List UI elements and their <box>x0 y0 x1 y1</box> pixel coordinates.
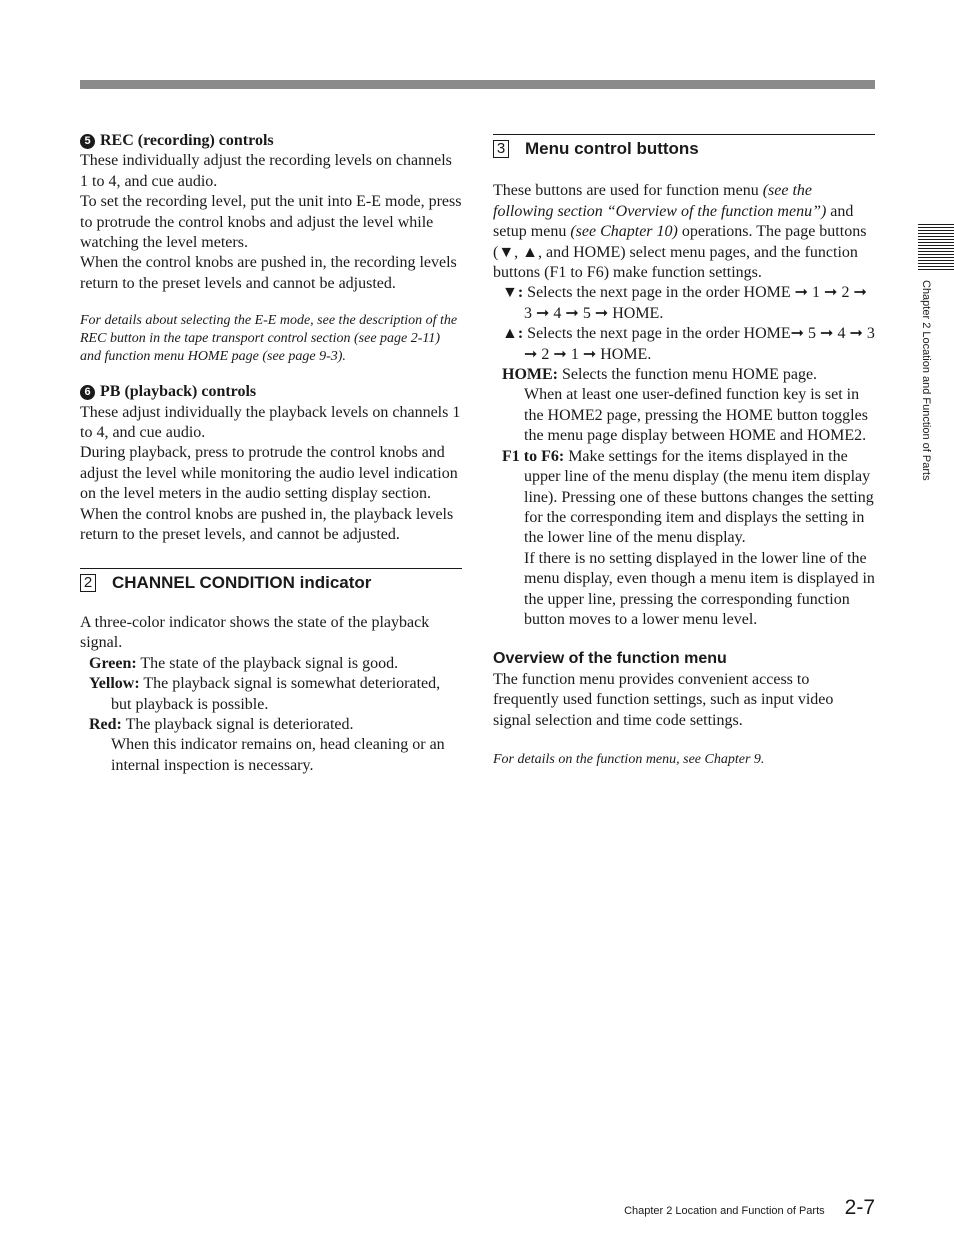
menu-intro-2: (see the following section “Overview of the function menu”) <box>493 182 827 220</box>
page-number: 2-7 <box>844 1196 875 1219</box>
f-extra: If there is no setting displayed in the lower line of the menu display, even though a menu item is displayed in the upper line, pressing the corresponding function button moves to a lower menu level. <box>524 549 875 628</box>
menu-intro-1: These buttons are used for function menu <box>493 182 763 200</box>
yellow-text: The playback signal is somewhat deteriorated, but playback is possible. <box>111 675 441 713</box>
menu-intro-5: operations. The page buttons (▼, ▲, and HOME) select menu pages, and the function buttons (F1 to F6) make function settings. <box>493 223 867 282</box>
side-chapter-label: Chapter 2 Location and Function of Parts <box>920 280 932 481</box>
pb-controls-title: PB (playback) controls <box>100 383 257 401</box>
menu-control-title: Menu control buttons <box>525 139 699 158</box>
pb-para-3: When the control knobs are pushed in, the playback levels return to the preset levels, and cannot be adjusted. <box>80 505 454 544</box>
f-text: Make settings for the items displayed in the upper line of the menu display (the menu item display line). Pressing one of these buttons changes the setting for the corresponding item and displays the setting in the lower line of the menu display. <box>524 447 874 547</box>
chapter-tab-marker <box>918 224 954 270</box>
overview-heading: Overview of the function menu <box>493 650 727 668</box>
header-rule <box>80 80 875 89</box>
rec-controls-title: REC (recording) controls <box>100 132 274 149</box>
up-text: Selects the next page in the order HOME➞ 5 ➞ 4 ➞ 3 ➞ 2 ➞ 1 ➞ HOME. <box>523 325 875 363</box>
red-label: Red: <box>89 715 122 733</box>
red-item <box>80 715 462 735</box>
right-column <box>493 134 875 769</box>
number-5-badge: 5 <box>80 134 95 149</box>
down-text: Selects the next page in the order HOME ➞ 1 ➞ 2 ➞ 3 ➞ 4 ➞ 5 ➞ HOME. <box>523 284 867 322</box>
rec-controls-heading <box>80 131 462 151</box>
red-extra: When this indicator remains on, head cleaning or an internal inspection is necessary. <box>111 736 445 774</box>
overview-body: The function menu provides convenient access to frequently used function settings, such as input video signal selection and time code settings. <box>493 670 834 729</box>
rec-note: For details about selecting the E-E mode, see the description of the REC button in the tape transport control section (see page 2-11) and function menu HOME page (see page 9-3). <box>80 313 458 365</box>
up-label: ▲: <box>502 325 524 343</box>
pb-para-1: These adjust individually the playback levels on channels 1 to 4, and cue audio. <box>80 403 461 442</box>
overview-note: For details on the function menu, see Chapter 9. <box>493 751 765 767</box>
f-label: F1 to F6: <box>502 447 565 465</box>
rec-para-2: To set the recording level, put the unit into E-E mode, press to protrude the control knobs and adjust the level while watching the level meters. <box>80 193 462 252</box>
rec-para-1: These individually adjust the recording levels on channels 1 to 4, and cue audio. <box>80 152 452 190</box>
footer-chapter-label: Chapter 2 Location and Function of Parts <box>624 1205 825 1217</box>
section-number-2: 2 <box>80 574 96 592</box>
home-button-item <box>493 365 875 385</box>
menu-intro <box>493 181 875 283</box>
page-footer <box>624 1196 875 1220</box>
menu-control-heading <box>493 134 875 159</box>
green-text: The state of the playback signal is good. <box>136 654 399 672</box>
down-button-item <box>493 283 875 324</box>
menu-intro-4: (see Chapter 10) <box>570 223 678 241</box>
left-column <box>80 131 462 776</box>
f-buttons-item <box>493 447 875 549</box>
menu-intro-3: and setup menu <box>493 202 854 241</box>
home-text: Selects the function menu HOME page. <box>558 366 818 384</box>
channel-intro: A three-color indicator shows the state of the playback signal. <box>80 613 430 652</box>
rec-para-3: When the control knobs are pushed in, the recording levels return to the preset levels and cannot be adjusted. <box>80 254 457 292</box>
home-label: HOME: <box>502 366 558 384</box>
number-6-badge: 6 <box>80 385 95 400</box>
section-number-3: 3 <box>493 140 509 158</box>
yellow-item <box>80 674 462 715</box>
red-text: The playback signal is deteriorated. <box>121 715 354 733</box>
pb-controls-heading <box>80 382 462 402</box>
home-extra: When at least one user-defined function key is set in the HOME2 page, pressing the HOME button toggles the menu page display between HOME and HOME2. <box>524 386 868 445</box>
yellow-label: Yellow: <box>89 675 140 693</box>
green-label: Green: <box>89 654 137 672</box>
pb-para-2: During playback, press to protrude the control knobs and adjust the level while monitoring the audio level indication on the level meters in the audio setting display section. <box>80 444 458 503</box>
channel-condition-title: CHANNEL CONDITION indicator <box>112 572 372 592</box>
up-button-item <box>493 324 875 365</box>
green-item <box>80 654 462 674</box>
down-label: ▼: <box>502 284 524 302</box>
channel-condition-heading <box>80 568 462 593</box>
